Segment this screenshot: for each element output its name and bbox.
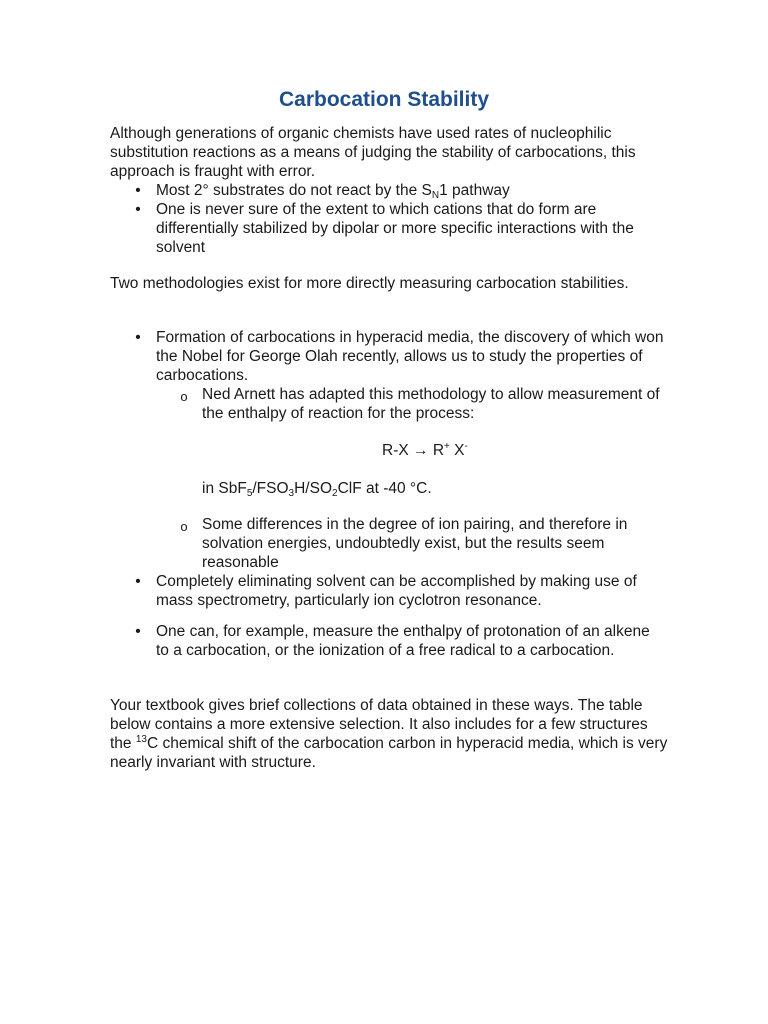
sub-list-item-text: Some differences in the degree of ion pairing, and therefore in solvation energies, undoubtedly exist, but the results seem reasonable bbox=[202, 516, 628, 571]
list-item-text: Completely eliminating solvent can be accomplished by making use of mass spectrometry, particularly ion cyclotron resonance. bbox=[156, 573, 637, 609]
list-item-text: Formation of carbocations in hyperacid media, the discovery of which won the Nobel for George Olah recently, allows us to study the properties of carbocations. bbox=[156, 329, 664, 384]
list-item-text: Most 2° substrates do not react by the $S_N1$ pathway bbox=[156, 182, 510, 201]
sub-bullet-icon: o bbox=[180, 519, 188, 534]
list-item-text: One is never sure of the extent to which cations that do form are differentially stabilized by dipolar or more specific interactions with the solvent bbox=[156, 201, 634, 256]
sub-list-item-text: Ned Arnett has adapted this methodology to allow measurement of the enthalpy of reaction for the process: bbox=[202, 386, 660, 422]
list-item-text: One can, for example, measure the enthalpy of protonation of an alkene to a carbocation, or the ionization of a free radical to a carbocation. bbox=[156, 623, 650, 659]
closing-paragraph: Your textbook gives brief collections of data obtained in these ways. The table below contains a more extensive selection. It also includes for a few structures the $^{13}$C chemical shift of the carbocation carbon in hyperacid media, which is very nearly invariant with structure. bbox=[110, 697, 668, 771]
bullet-icon: • bbox=[135, 329, 141, 346]
bullet-icon: • bbox=[135, 182, 141, 199]
sub-bullet-icon: o bbox=[180, 389, 188, 404]
methods-paragraph: Two methodologies exist for more directly measuring carbocation stabilities. bbox=[110, 275, 629, 292]
page-title: Carbocation Stability bbox=[278, 88, 490, 111]
bullet-icon: • bbox=[135, 573, 141, 590]
bullet-icon: • bbox=[135, 623, 141, 640]
bullet-icon: • bbox=[135, 201, 141, 218]
reaction-conditions: in $SbF_5/FSO_3H/SO_2ClF$ at -40 °C. bbox=[202, 480, 432, 499]
intro-paragraph: Although generations of organic chemists have used rates of nucleophilic substitution reactions as a means of judging the stability of carbocations, this approach is fraught with error. bbox=[110, 125, 636, 180]
reaction-equation: R-X → R+ X- bbox=[382, 441, 468, 459]
